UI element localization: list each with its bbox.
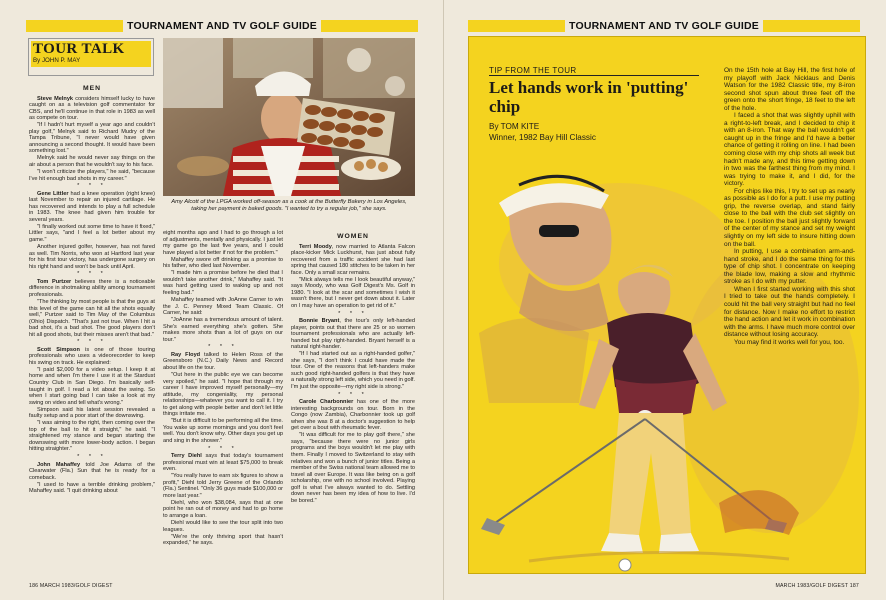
paragraph: Diehl, who won $38,084, says that at one point he ran out of money and had to go home to arrange a loan. bbox=[163, 499, 283, 519]
men-heading: MEN bbox=[82, 85, 102, 92]
text-column-1 bbox=[29, 82, 155, 574]
paragraph: "Out here in the public eye we can become very spoiled," he said. "I hope that through my career I have improved myself personally—my attitude, my congeniality, my personal relationships—whatever you want to call it. I try to get along with people better and don't let little things irritate me. bbox=[163, 371, 283, 418]
paragraph: "JoAnne has a tremendous amount of talent. She's earned everything she's gotten. She makes more shots than a lot of guys on our tour." bbox=[163, 317, 283, 343]
paragraph: "I made him a promise before he died that I wouldn't take another drink," Mahaffey said. "It was hard getting used to waking up and not feeling bad." bbox=[163, 270, 283, 296]
item-separator: * * * bbox=[338, 310, 368, 317]
paragraph: "I finally worked out some time to have it fixed," Littler says, "and I feel a lot better about my game." bbox=[29, 223, 155, 244]
paragraph: "It was difficult for me to play golf there," she says, "because there were no junior girls programs and the boys wouldn't let me play with them. Finally I moved to Switzerland to stay with relatives and won a bunch of junior titles. Being a member of the Swiss national team allowed me to travel all over Europe. It was like being on a golf scholarship, one with no school involved. Playing golf is what I've always wanted to do. Settling down never has been my idea of how to live. I'd be bored." bbox=[291, 432, 415, 504]
bakery-photo-illustration bbox=[163, 38, 415, 196]
women-heading: WOMEN bbox=[337, 233, 369, 240]
byline-credit: Winner, 1982 Bay Hill Classic bbox=[489, 133, 596, 142]
column-byline: By JOHN P. MAY bbox=[33, 57, 81, 64]
right-page bbox=[443, 0, 886, 600]
lead-name: Tom Purtzer bbox=[37, 278, 72, 285]
column-body bbox=[29, 96, 155, 495]
paragraph: Tom Purtzer believes there is a noticeable difference in shotmaking ability among tournament professionals. bbox=[29, 278, 155, 298]
paragraph: eight months ago and I had to go through a lot of adjustments, mentally and physically. I just let my game go the last five years, and I could have played a lot better if not for the problem." bbox=[163, 230, 283, 256]
text-column-2 bbox=[163, 230, 283, 574]
paragraph: "I won't criticize the players," he said, "because I've hit enough bad shots in my career." bbox=[29, 169, 155, 182]
lead-name: Carole Charbonnier bbox=[299, 399, 354, 406]
kicker-rule bbox=[489, 75, 699, 76]
article-paragraphs bbox=[724, 67, 855, 346]
photo-amy-alcott-bakery bbox=[163, 38, 415, 196]
photo-caption: Amy Alcott of the LPGA worked off-season as a cook at the Butterfly Bakery in Los Angeles, taking her payment in baked goods. "I wanted to try a regular job," she says. bbox=[171, 199, 407, 212]
lead-name: Steve Melnyk bbox=[37, 95, 74, 102]
paragraph: "I used to have a terrible drinking problem," Mahaffey said. "I quit drinking about bbox=[29, 481, 155, 495]
item-separator: * * * bbox=[77, 339, 107, 346]
folio-right: MARCH 1983/GOLF DIGEST 187 bbox=[775, 583, 859, 589]
article-body bbox=[724, 67, 855, 527]
paragraph: Scott Simpson is one of those touring professionals who uses a videorecorder to keep his swing on track. He explained: bbox=[29, 346, 155, 366]
tip-kicker: TIP FROM THE TOUR bbox=[489, 66, 577, 75]
tour-talk-header bbox=[28, 38, 154, 76]
item-separator: * * * bbox=[208, 445, 238, 452]
paragraph: On the 15th hole at Bay Hill, the first hole of my playoff with Jack Nicklaus and Denis Watson for the 1982 Classic title, my 8-iron second shot spun about three feet off the green onto the short fringe, 18 feet to the left of the hole. bbox=[724, 67, 855, 112]
paragraph: Bonnie Bryant, the tour's only left-handed player, points out that there are 25 or so women tournament professionals who are actually left-handed but play right-handed. Bryant herself is a natural right-hander. bbox=[291, 318, 415, 351]
paragraph: Simpson said his latest session revealed a faulty setup and a poor start of the downswing. bbox=[29, 406, 155, 420]
paragraph: John Mahaffey told Joe Adams of the Clearwater (Fla.) Sun that he is ready for a comeback. bbox=[29, 461, 155, 481]
banner-text: TOURNAMENT AND TV GOLF GUIDE bbox=[565, 20, 763, 32]
paragraph: Steve Melnyk considers himself lucky to have caught on as a television golf commentator for CBS, and he'll continue in that role in 1983 as well as compete on tour. bbox=[29, 95, 155, 122]
banner-text: TOURNAMENT AND TV GOLF GUIDE bbox=[123, 20, 321, 32]
tip-panel bbox=[468, 36, 866, 574]
paragraph: Another injured golfer, however, has not fared as well. Tim Norris, who won at Hartford last year for his first tour victory, has undergone surgery on his right hand and won't be back until April. bbox=[29, 244, 155, 270]
section-banner-left bbox=[26, 20, 418, 32]
paragraph: Ray Floyd talked to Helen Ross of the Greensboro (N.C.) Daily News and Record about life on the tour. bbox=[163, 351, 283, 371]
paragraph: For chips like this, I try to set up as nearly as possible as I do for a putt. I use my putting grip, the reverse overlap, and stand fairly close to the ball with the club set slightly on the toe. I position the ball just slightly forward of the center of my stance and set my weight slightly on my left side to insure hitting down on the ball. bbox=[724, 187, 855, 248]
lead-name: Gene Littler bbox=[37, 190, 69, 197]
paragraph: Mahaffey swore off drinking as a promise to his father, who died last November. bbox=[163, 256, 283, 270]
paragraph: Gene Littler had a knee operation (right knee) last November to repair an injured cartilage. He has recovered and intends to play a full schedule in 1983. The knee had given him trouble for several years. bbox=[29, 190, 155, 223]
lead-name: Terri Moody bbox=[299, 243, 332, 250]
item-separator: * * * bbox=[77, 271, 107, 278]
byline-author: By TOM KITE bbox=[489, 122, 540, 131]
column-body bbox=[163, 230, 283, 547]
section-banner-right bbox=[468, 20, 860, 32]
article-byline bbox=[489, 121, 596, 143]
item-separator: * * * bbox=[338, 391, 368, 398]
paragraph: Terri Moody, now married to Atlanta Falcon place-kicker Mick Luckhurst, has just about fully recovered from a traffic accident she had last spring that caused 180 stitches to be taken in her face. Only a small scar remains. bbox=[291, 243, 415, 276]
paragraph: Melnyk said he would never say things on the air about a person that he wouldn't say to his face. bbox=[29, 155, 155, 169]
paragraph: "If I hadn't hurt myself a year ago and couldn't play golf," Melnyk said to Richard Mudry of the Tampa Tribune, "I never would have given announcing a second thought. It would have been something lost." bbox=[29, 122, 155, 155]
lead-name: Bonnie Bryant bbox=[299, 318, 340, 325]
column-body bbox=[291, 244, 415, 505]
paragraph: "I paid $2,000 for a video setup. I keep it at home and when I'm there I use it at the Stardust Country Club in San Diego. I'm basically self-taught in golf. I read a lot about the swing. So when I start going bad I can take a look at my swing on video and tell what's wrong." bbox=[29, 366, 155, 406]
paragraph: When I first started working with this shot I tried to take out the hands completely. I could hit the ball very straight but had no feel for distance. Now I make no effort to restrict the hand action and let it work in combination with the arms. I have much more control over distance without losing accuracy. bbox=[724, 285, 855, 339]
paragraph: In putting, I use a combination arm-and-hand stroke, and I do the same thing for this type of chip shot. I concentrate on keeping the blade low, making a slow and rhythmic stroke as I do with my putter. bbox=[724, 248, 855, 286]
paragraph: Diehl would like to see the tour split into two leagues. bbox=[163, 520, 283, 533]
paragraph: You may find it works well for you, too. bbox=[734, 338, 845, 346]
item-separator: * * * bbox=[77, 183, 107, 190]
lead-name: Terry Diehl bbox=[171, 453, 202, 460]
paragraph: "We're the only thriving sport that hasn't expanded," he says. bbox=[163, 533, 283, 547]
article-title: Let hands work in 'putting' chip bbox=[489, 78, 689, 116]
paragraph: "I was aiming to the right, then coming over the top of the ball to hit it straight," he said. "I straightened my stance and began starting the downswing with more lower-body action. I began hitting straighter." bbox=[29, 420, 155, 453]
paragraph: Terry Diehl says that today's tournament professional must win at least $75,000 to break even. bbox=[163, 453, 283, 473]
paragraph: "Mick always tells me I look beautiful anyway," says Moody, who was Golf Digest's Ms. Golf in 1980. "I look at the scar and sometimes I wish it wasn't there, but I never get down about it. Later on I may have an operation to get rid of it." bbox=[291, 276, 415, 309]
item-separator: * * * bbox=[208, 344, 238, 351]
lead-name: Ray Floyd bbox=[171, 351, 201, 358]
column-title: TOUR TALK bbox=[33, 41, 125, 57]
paragraph: "If I had started out as a right-handed golfer," she says, "I don't think I could have made the tour. One of the reasons that left-handers make such good right-handed golfers is that they have a naturally strong left side, which you need in golf. I'm just the opposite—my right side is strong." bbox=[291, 351, 415, 391]
paragraph: "You really have to earn six figures to show a profit," Diehl told Jerry Greene of the Orlando (Fla.) Sentinel. "Only 36 guys made $100,000 or more last year." bbox=[163, 473, 283, 499]
paragraph: Carole Charbonnier has one of the more interesting backgrounds on tour. Born in the Congo (now Zambia), Charbonnier took up golf when she was 8 at a doctor's suggestion to help get over a bout with rheumatic fever. bbox=[291, 399, 415, 432]
paragraph: "The thinking by most people is that the guys at this level of the game can hit all the shots equally well," Purtzer said to Tim May of the Columbus (Ohio) Dispatch. "That's just not true. When I hit a bad shot, it's a bad shot. The good players don't hit all good shots, but their misses aren't that bad." bbox=[29, 298, 155, 338]
text-column-3 bbox=[291, 230, 415, 574]
lead-name: Scott Simpson bbox=[37, 346, 80, 353]
lead-name: John Mahaffey bbox=[37, 461, 81, 468]
paragraph: I faced a shot that was slightly uphill with a right-to-left break, and I decided to chip it with an 8-iron. That way the ball wouldn't get caught up in the fringe and I'd have a better chance of getting it rolling on line. I had been coming close with my chip shots all week but hadn't made any, and this time getting down in two was the farthest thing from my mind. I was trying to make it, and I did, for the victory. bbox=[724, 112, 855, 188]
folio-left: 186 MARCH 1983/GOLF DIGEST bbox=[29, 583, 113, 589]
paragraph: "But it is difficult to be performing all the time. You wake up some mornings and you don't feel well. You don't know why. Other days you get up and sing in the shower." bbox=[163, 418, 283, 444]
item-separator: * * * bbox=[77, 454, 107, 461]
paragraph: Mahaffey teamed with JoAnne Carner to win the J. C. Penney Mixed Team Classic. Of Carner, he said: bbox=[163, 296, 283, 317]
